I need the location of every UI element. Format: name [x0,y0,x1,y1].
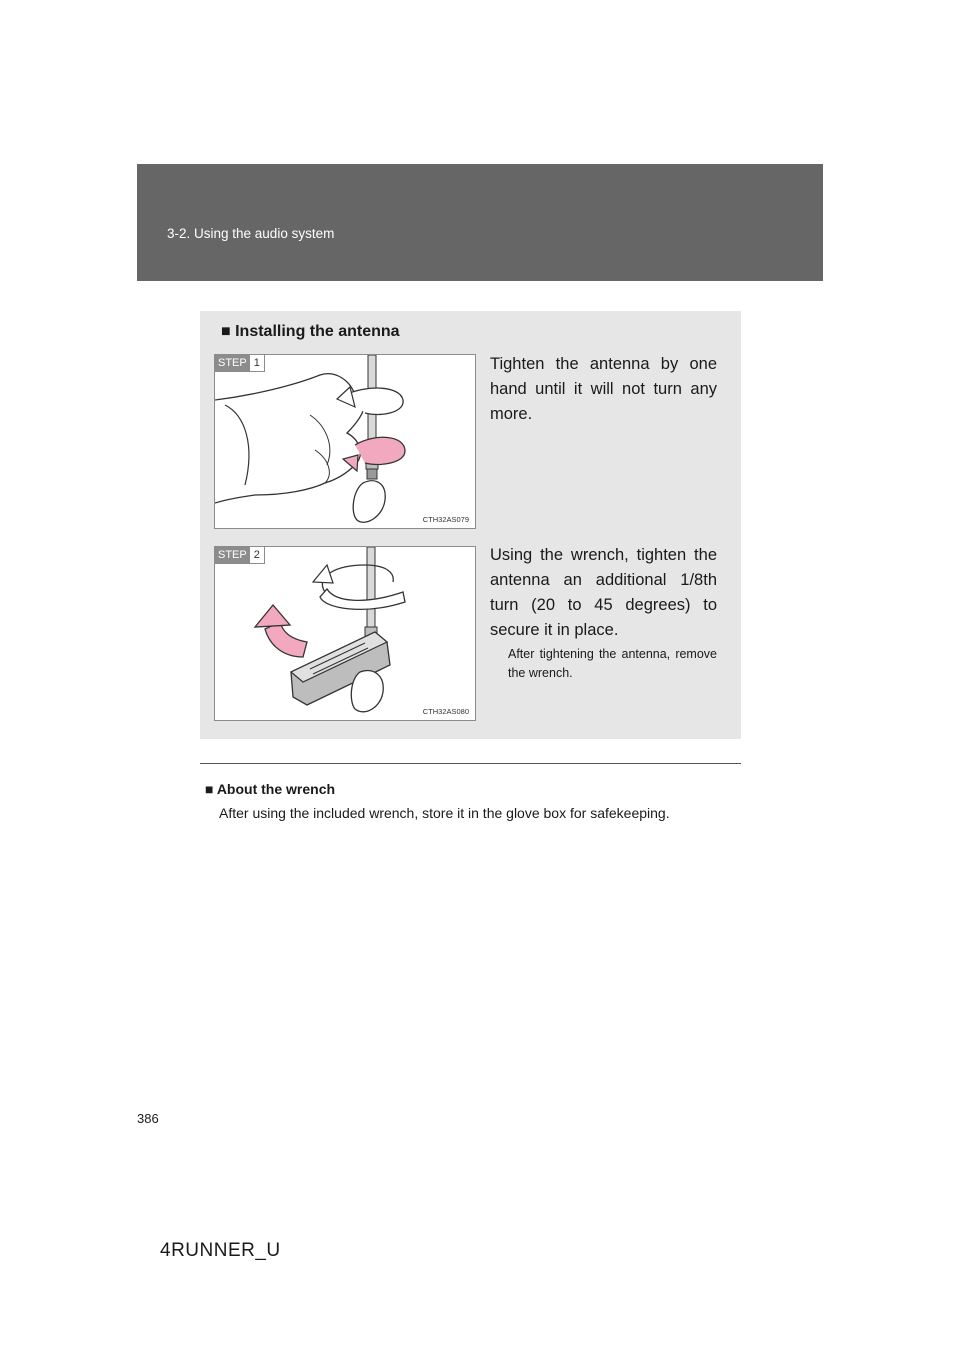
step-badge-1 [215,355,265,372]
header-band [137,164,823,281]
about-body: After using the included wrench, store it in the glove box for safekeeping. [219,805,670,821]
page-number: 386 [137,1111,159,1126]
step-badge-label: STEP [215,355,250,371]
antenna-hand-illustration [215,355,475,528]
instruction-panel [200,311,741,739]
figure-code: CTH32AS079 [422,515,469,524]
step-badge-number: 1 [250,355,264,371]
step-badge-2 [215,547,265,564]
panel-title: ■ Installing the antenna [221,323,400,340]
footer-model: 4RUNNER_U [160,1240,281,1261]
step1-figure [214,354,476,529]
step1-text: Tighten the antenna by one hand until it will not turn any more. [490,355,717,423]
step2-text: Using the wrench, tighten the antenna an additional 1/8th turn (20 to 45 degrees) to secure it in place. [490,546,717,639]
step-badge-number: 2 [250,547,264,563]
wrench-illustration [215,547,475,720]
step2-note: After tightening the antenna, remove the wrench. [508,647,717,680]
figure-code: CTH32AS080 [422,707,469,716]
section-title: 3-2. Using the audio system [167,226,335,241]
section-divider [200,763,741,764]
step-badge-label: STEP [215,547,250,563]
about-heading: ■ About the wrench [205,781,336,797]
step2-figure [214,546,476,721]
